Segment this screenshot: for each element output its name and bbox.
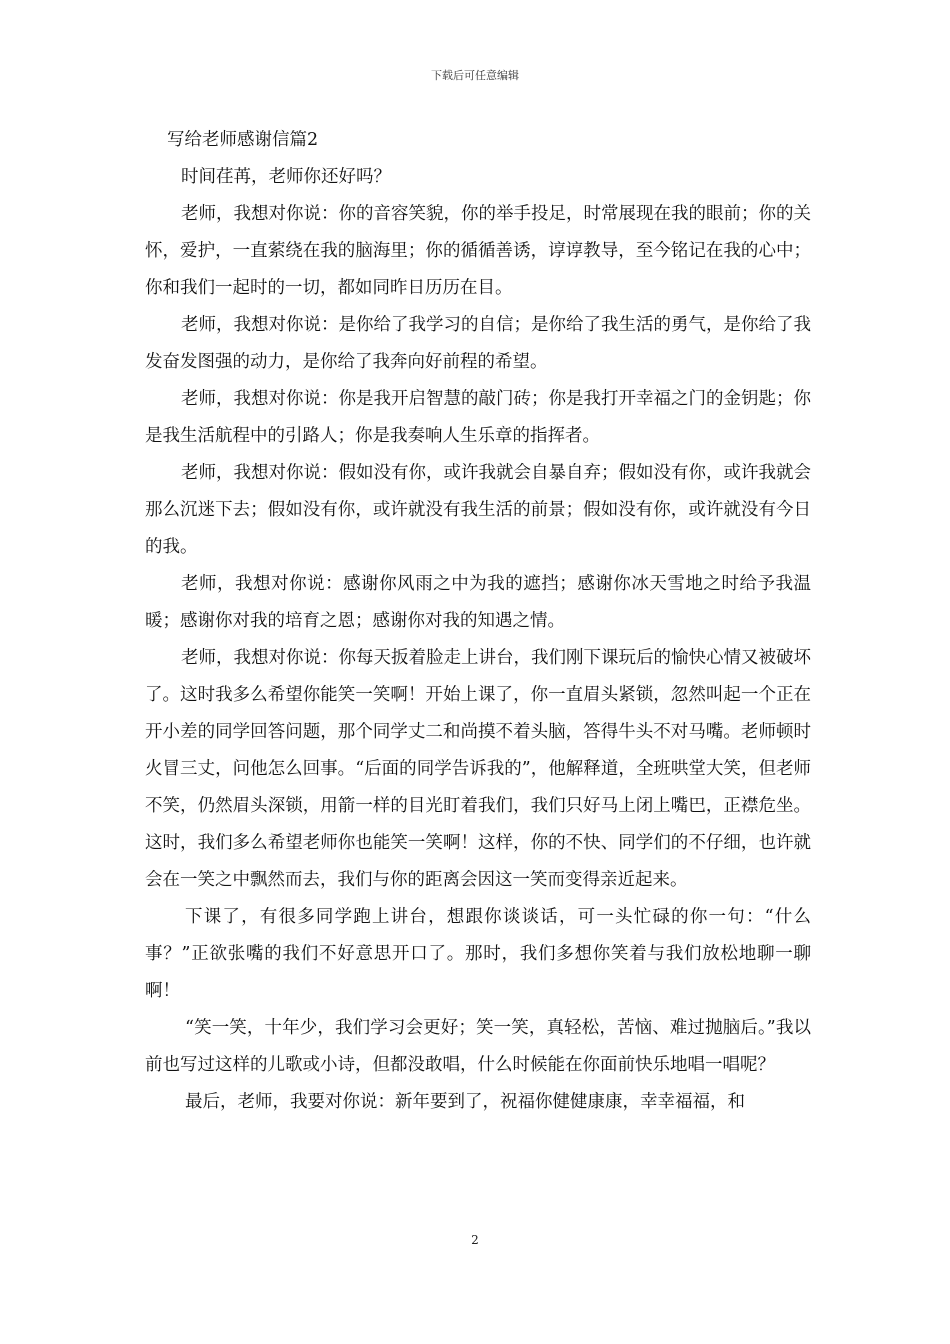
paragraph: 老师，我想对你说：你的音容笑貌，你的举手投足，时常展现在我的眼前；你的关怀，爱护，一直萦绕在我的脑海里；你的循循善诱，谆谆教导，至今铭记在我的心中；你和我们一起时的一切，都如同昨日历历在目。 (145, 204, 811, 298)
page-header: 下载后可任意编辑 (431, 69, 519, 82)
paragraph: 老师，我想对你说：你是我开启智慧的敲门砖；你是我打开幸福之门的金钥匙；你是我生活航程中的引路人；你是我奏响人生乐章的指挥者。 (145, 389, 811, 446)
paragraph: 时间荏苒，老师你还好吗？ (181, 167, 391, 187)
paragraph: 下课了，有很多同学跑上讲台，想跟你谈谈话，可一头忙碌的你一句：“什么事？”正欲张嘴的我们不好意思开口了。那时，我们多想你笑着与我们放松地聊一聊啊！ (145, 907, 811, 1001)
paragraph: 老师，我想对你说：感谢你风雨之中为我的遮挡；感谢你冰天雪地之时给予我温暖；感谢你对我的培育之恩；感谢你对我的知遇之情。 (145, 574, 811, 631)
paragraph: 老师，我想对你说：是你给了我学习的自信；是你给了我生活的勇气，是你给了我发奋发图强的动力，是你给了我奔向好前程的希望。 (145, 315, 811, 372)
page-number: 2 (471, 1233, 479, 1247)
letter-body (145, 122, 811, 1121)
paragraph: 最后，老师，我要对你说：新年要到了，祝福你健健康康，幸幸福福，和 (185, 1092, 745, 1112)
paragraph: 老师，我想对你说：假如没有你，或许我就会自暴自弃；假如没有你，或许我就会那么沉迷下去；假如没有你，或许就没有我生活的前景；假如没有你，或许就没有今日的我。 (145, 463, 811, 557)
paragraph: 老师，我想对你说：你每天扳着脸走上讲台，我们刚下课玩后的愉快心情又被破坏了。这时我多么希望你能笑一笑啊！开始上课了，你一直眉头紧锁，忽然叫起一个正在开小差的同学回答问题，那个同学丈二和尚摸不着头脑，答得牛头不对马嘴。老师顿时火冒三丈，问他怎么回事。“后面的同学告诉我的”，他解释道，全班哄堂大笑，但老师不笑，仍然眉头深锁，用箭一样的目光盯着我们，我们只好马上闭上嘴巴，正襟危坐。这时，我们多么希望老师你也能笑一笑啊！这样，你的不快、同学们的不仔细，也许就会在一笑之中飘然而去，我们与你的距离会因这一笑而变得亲近起来。 (145, 648, 811, 890)
letter-title: 写给老师感谢信篇2 (167, 130, 319, 150)
paragraph: “笑一笑，十年少，我们学习会更好；笑一笑，真轻松，苦恼、难过抛脑后。”我以前也写过这样的儿歌或小诗，但都没敢唱，什么时候能在你面前快乐地唱一唱呢？ (145, 1018, 811, 1075)
